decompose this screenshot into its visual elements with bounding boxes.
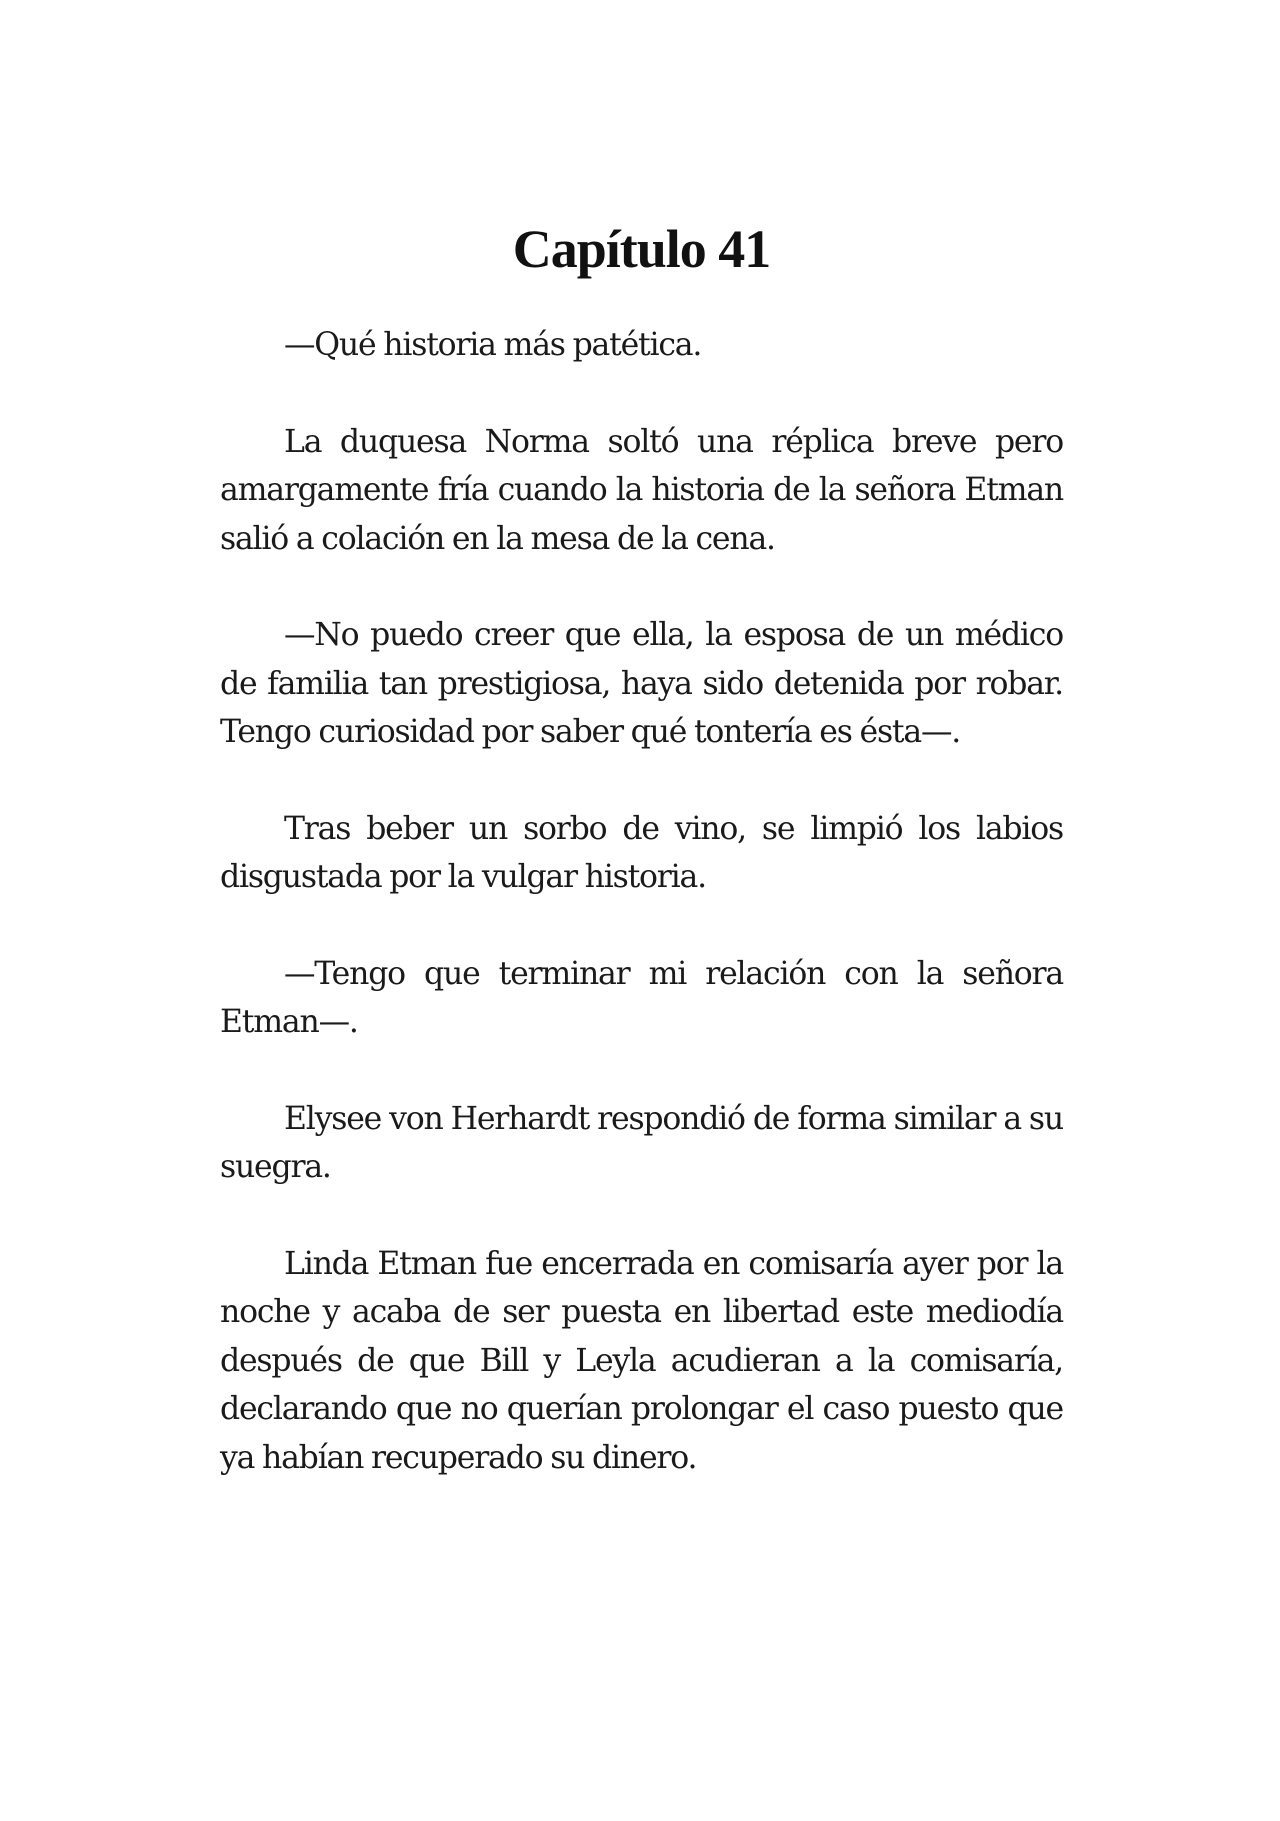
chapter-title: Capítulo 41 (512, 219, 771, 279)
paragraph-4: Tras beber un sorbo de vino, se limpió los labios disgustada por la vulgar historia. (220, 810, 1063, 896)
book-page (220, 220, 1063, 1530)
paragraph-2: La duquesa Norma soltó una réplica breve pero amargamente fría cuando la historia de la señora Etman salió a colación en la mesa de la cena. (220, 423, 1063, 557)
paragraph-6: Elysee von Herhardt respondió de forma similar a su suegra. (220, 1100, 1063, 1186)
paragraph-7: Linda Etman fue encerrada en comisaría ayer por la noche y acaba de ser puesta en libertad este mediodía después de que Bill y Leyla acudieran a la comisaría, declarando que no querían prolongar el caso puesto que ya habían recuperado su dinero. (220, 1245, 1063, 1476)
paragraph-1: —Qué historia más patética. (284, 327, 702, 364)
paragraph-5: —Tengo que terminar mi relación con la señora Etman—. (220, 955, 1063, 1041)
paragraph-3: —No puedo creer que ella, la esposa de un médico de familia tan prestigiosa, haya sido detenida por robar. Tengo curiosidad por saber qué tontería es ésta—. (220, 617, 1063, 751)
